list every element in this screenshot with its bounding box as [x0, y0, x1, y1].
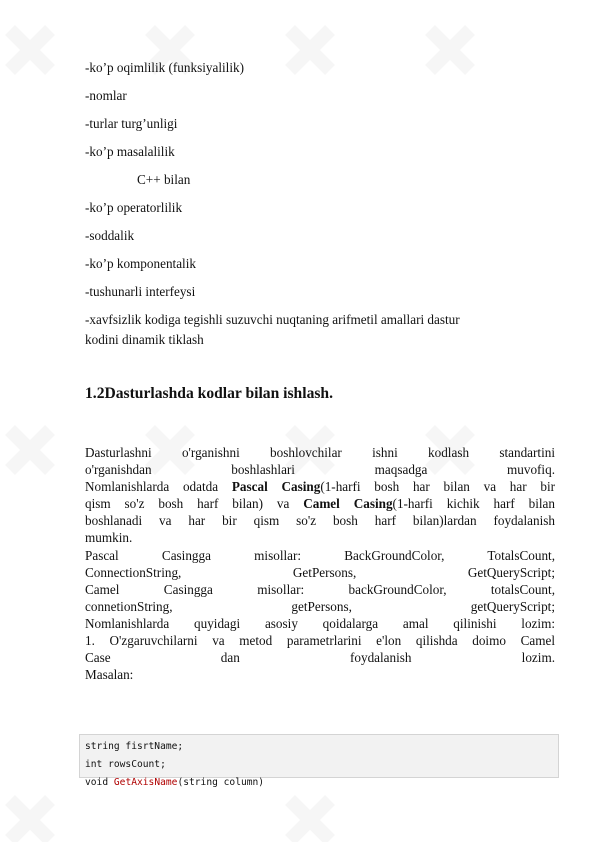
- paragraph-line: connetionString, getPersons, getQueryScript;: [85, 599, 555, 614]
- paragraph-line: o'rganishdan boshlashlari maqsadga muvofiq.: [85, 462, 555, 477]
- paragraph-line: ConnectionString, GetPersons, GetQueryScript;: [85, 565, 555, 580]
- term-camel-casing: Camel Casing: [303, 496, 393, 511]
- paragraph-line: Dasturlashni o'rganishni boshlovchilar ishni kodlash standartini: [85, 445, 555, 460]
- list-item: -turlar turg’unligi: [85, 116, 178, 131]
- list-item: C++ bilan: [137, 172, 191, 187]
- text-span: (1-harfi kichik harf bilan: [392, 496, 555, 511]
- list-item: -xavfsizlik kodiga tegishli suzuvchi nuqtaning arifmetil amallari dastur: [85, 312, 460, 327]
- paragraph-line: Camel Casingga misollar: backGroundColor, totalsCount,: [85, 582, 555, 597]
- code-line: [85, 777, 264, 788]
- list-item: -nomlar: [85, 88, 127, 103]
- term-pascal-casing: Pascal Casing: [231, 479, 321, 494]
- paragraph-line: mumkin.: [85, 530, 133, 545]
- list-item: -soddalik: [85, 228, 135, 243]
- paragraph-line: Case dan foydalanish lozim.: [85, 650, 555, 665]
- list-item: -ko’p masalalilik: [85, 144, 175, 159]
- list-item: -ko’p oqimlilik (funksiyalilik): [85, 60, 244, 75]
- code-line: int rowsCount;: [85, 759, 166, 770]
- paragraph-line: Nomlanishlarda quyidagi asosiy qoidalarga amal qilinishi lozim:: [85, 616, 555, 631]
- text-span: qism so'z bosh harf bilan) va: [85, 496, 304, 511]
- paragraph-line: Masalan:: [85, 667, 134, 682]
- text-span: (1-harfi bosh har bilan va har bir: [320, 479, 556, 494]
- list-item: -ko’p operatorlilik: [85, 200, 183, 215]
- text-span: Nomlanishlarda odatda: [85, 479, 232, 494]
- paragraph-line: [85, 479, 555, 496]
- paragraph-line: Pascal Casingga misollar: BackGroundColor, TotalsCount,: [85, 548, 555, 563]
- code-keyword: void: [85, 777, 114, 788]
- list-item: kodini dinamik tiklash: [85, 332, 204, 347]
- list-item: -ko’p komponentalik: [85, 256, 196, 271]
- paragraph-line: [85, 496, 555, 513]
- list-item: -tushunarli interfeysi: [85, 284, 196, 299]
- code-line: string fisrtName;: [85, 741, 184, 752]
- code-text: (string column): [177, 777, 265, 788]
- paragraph-line: 1. O'zgaruvchilarni va metod parametrlarini e'lon qilishda doimo Camel: [85, 633, 555, 648]
- paragraph-line: boshlanadi va har bir qism so'z bosh harf bilan)lardan foydalanish: [85, 513, 555, 528]
- section-heading: 1.2Dasturlashda kodlar bilan ishlash.: [85, 385, 333, 402]
- code-function-name: GetAxisName: [113, 777, 178, 788]
